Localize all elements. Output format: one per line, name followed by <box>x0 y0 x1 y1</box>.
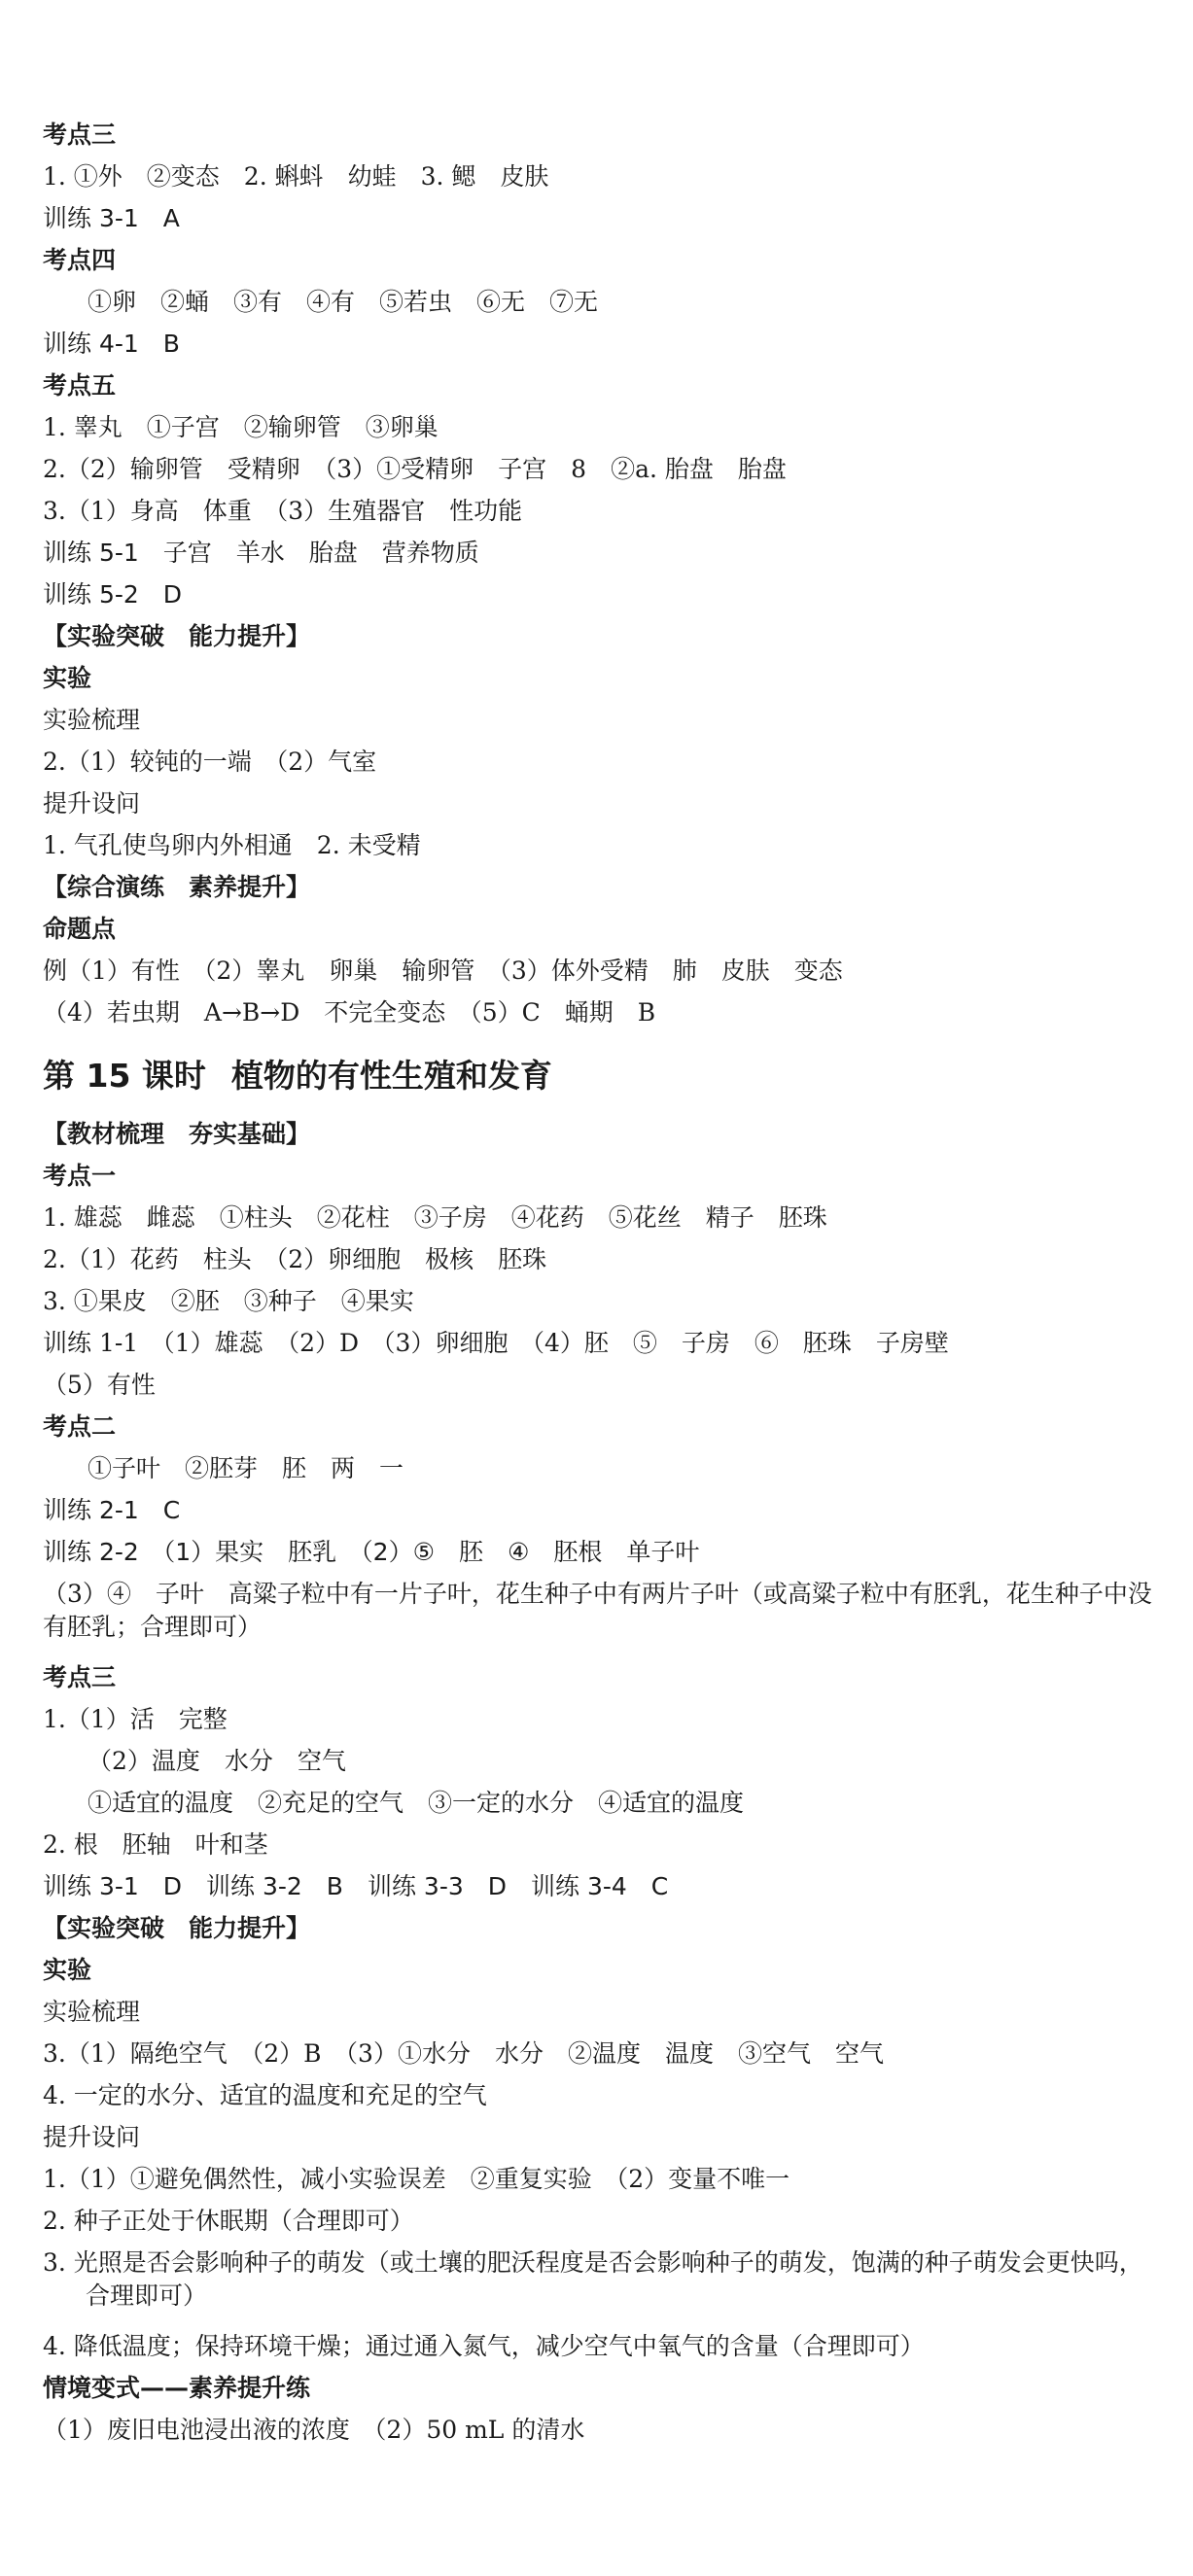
section-heading: 考点二 <box>43 1412 117 1441</box>
answer-line: 4. 降低温度；保持环境干燥；通过通入氮气，减少空气中氧气的含量（合理即可） <box>43 2332 925 2360</box>
answer-line: 提升设问 <box>43 2123 141 2151</box>
section-heading: 【实验突破 能力提升】 <box>43 1914 311 1942</box>
section-heading: 【综合演练 素养提升】 <box>43 873 311 901</box>
answer-line: ①适宜的温度 ②充足的空气 ③一定的水分 ④适宜的温度 <box>88 1789 745 1817</box>
answer-line: 训练 2-1 C <box>43 1496 181 1524</box>
answer-line: 实验梳理 <box>43 1998 141 2026</box>
answer-line: 2.（1）花药 柱头 （2）卵细胞 极核 胚珠 <box>43 1245 547 1273</box>
answer-line: （3）④ 子叶 高粱子粒中有一片子叶，花生种子中有两片子叶（或高粱子粒中有胚乳，花生种子中没有胚乳；合理即可） <box>43 1580 1152 1641</box>
answer-line: 3. 光照是否会影响种子的萌发（或土壤的肥沃程度是否会影响种子的萌发，饱满的种子萌发会更快吗，合理即可） <box>43 2248 1143 2310</box>
section-heading: 【实验突破 能力提升】 <box>43 622 311 650</box>
answer-line: 2.（2）输卵管 受精卵 （3）①受精卵 子宫 8 ②a. 胎盘 胎盘 <box>43 455 787 483</box>
answer-line: （2）温度 水分 空气 <box>88 1747 346 1775</box>
answer-line: 提升设问 <box>43 789 141 818</box>
section-heading: 考点四 <box>43 246 117 274</box>
answer-line: 训练 1-1 （1）雄蕊 （2）D （3）卵细胞 （4）胚 ⑤ 子房 ⑥ 胚珠 子房壁 <box>43 1329 949 1357</box>
answer-line: 3.（1）隔绝空气 （2）B （3）①水分 水分 ②温度 温度 ③空气 空气 <box>43 2039 884 2068</box>
answer-line: 3.（1）身高 体重 （3）生殖器官 性功能 <box>43 497 523 525</box>
answer-line: 训练 2-2 （1）果实 胚乳 （2）⑤ 胚 ④ 胚根 单子叶 <box>43 1538 700 1566</box>
section-heading: 考点一 <box>43 1162 117 1190</box>
lesson-name: 植物的有性生殖和发育 <box>230 1057 552 1095</box>
answer-line: 2.（1）较钝的一端 （2）气室 <box>43 748 377 776</box>
answer-line: 例（1）有性 （2）睾丸 卵巢 输卵管 （3）体外受精 肺 皮肤 变态 <box>43 957 843 985</box>
lesson-number: 第 15 课时 <box>43 1057 206 1095</box>
answer-line: （4）若虫期 A→B→D 不完全变态 （5）C 蛹期 B <box>43 998 656 1027</box>
answer-line: 2. 根 胚轴 叶和茎 <box>43 1830 268 1859</box>
lesson-title <box>43 1052 552 1100</box>
answer-line: ①子叶 ②胚芽 胚 两 一 <box>88 1454 404 1482</box>
answer-line: 训练 5-2 D <box>43 580 183 609</box>
answer-line: 3. ①果皮 ②胚 ③种子 ④果实 <box>43 1287 414 1315</box>
answer-line: ①卵 ②蛹 ③有 ④有 ⑤若虫 ⑥无 ⑦无 <box>88 288 599 316</box>
answer-line: 1. 气孔使鸟卵内外相通 2. 未受精 <box>43 831 421 859</box>
answer-line: （1）废旧电池浸出液的浓度 （2）50 mL 的清水 <box>43 2416 585 2444</box>
answer-line: 训练 5-1 子宫 羊水 胎盘 营养物质 <box>43 539 479 567</box>
section-heading: 命题点 <box>43 915 117 943</box>
answer-line: 实验梳理 <box>43 706 141 734</box>
answer-line: 训练 3-1 D 训练 3-2 B 训练 3-3 D 训练 3-4 C <box>43 1872 669 1900</box>
section-heading: 考点五 <box>43 371 117 400</box>
answer-line: 1. ①外 ②变态 2. 蝌蚪 幼蛙 3. 鳃 皮肤 <box>43 162 549 191</box>
answer-line: （5）有性 <box>43 1371 156 1399</box>
section-heading: 情境变式——素养提升练 <box>43 2374 311 2402</box>
answer-line: 训练 3-1 A <box>43 204 180 232</box>
section-heading: 实验 <box>43 664 92 692</box>
section-heading: 【教材梳理 夯实基础】 <box>43 1120 311 1148</box>
answer-line: 1.（1）①避免偶然性，减小实验误差 ②重复实验 （2）变量不唯一 <box>43 2165 790 2193</box>
answer-line: 1.（1）活 完整 <box>43 1705 228 1733</box>
answer-line: 训练 4-1 B <box>43 330 180 358</box>
answer-line: 2. 种子正处于休眠期（合理即可） <box>43 2207 414 2235</box>
answer-line: 1. 雄蕊 雌蕊 ①柱头 ②花柱 ③子房 ④花药 ⑤花丝 精子 胚珠 <box>43 1203 827 1232</box>
answer-line: 4. 一定的水分、适宜的温度和充足的空气 <box>43 2081 487 2109</box>
section-heading: 考点三 <box>43 121 117 149</box>
answer-line: 1. 睾丸 ①子宫 ②输卵管 ③卵巢 <box>43 413 439 441</box>
section-heading: 考点三 <box>43 1663 117 1691</box>
section-heading: 实验 <box>43 1956 92 1984</box>
